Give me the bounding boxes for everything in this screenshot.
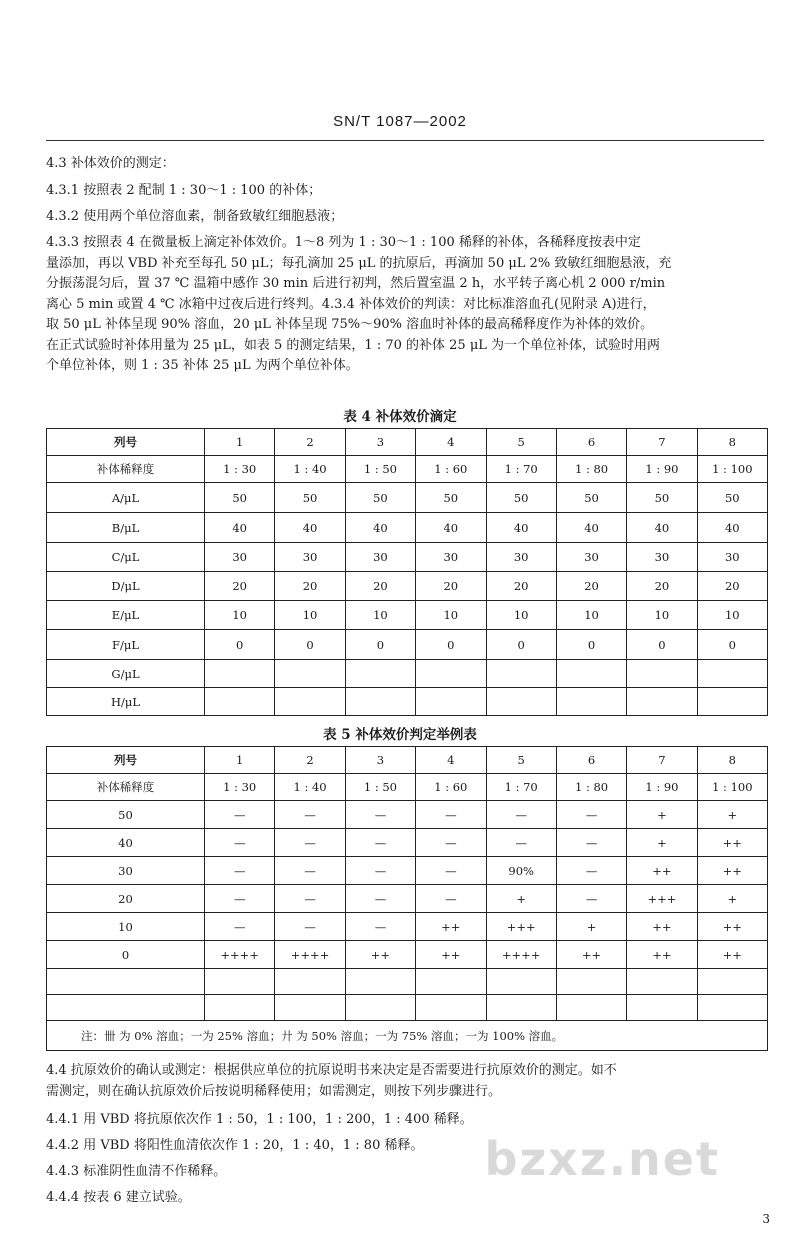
table-cell: — xyxy=(205,885,275,913)
table-cell: + xyxy=(697,801,767,829)
table-cell: 30 xyxy=(416,543,486,572)
row-label: D/μL xyxy=(47,572,205,601)
section-4-3-2: 4.3.2 使用两个单位溶血素，制备致敏红细胞悬液； xyxy=(46,209,344,224)
table-header-row xyxy=(47,429,768,456)
watermark: bzxz.net xyxy=(484,1132,720,1186)
table-cell xyxy=(486,969,556,995)
dilution-row xyxy=(47,456,768,483)
section-4-4-paragraph xyxy=(46,1061,768,1102)
table-cell xyxy=(556,969,626,995)
table-cell xyxy=(345,995,415,1021)
table-cell: — xyxy=(345,829,415,857)
table-row xyxy=(47,660,768,688)
table-row xyxy=(47,857,768,885)
table-header-row xyxy=(47,747,768,774)
table-cell xyxy=(275,995,345,1021)
table-row xyxy=(47,572,768,601)
row-label: G/μL xyxy=(47,660,205,688)
table-row xyxy=(47,630,768,660)
column-header: 4 xyxy=(416,747,486,774)
row-label: 20 xyxy=(47,885,205,913)
table-cell: 40 xyxy=(416,513,486,543)
table-row xyxy=(47,995,768,1021)
table-cell xyxy=(627,995,697,1021)
table-cell xyxy=(205,688,275,716)
table-cell xyxy=(345,660,415,688)
row-label: 30 xyxy=(47,857,205,885)
table-cell: ++ xyxy=(416,941,486,969)
table-cell: 0 xyxy=(627,630,697,660)
row-label: E/μL xyxy=(47,601,205,630)
table-cell xyxy=(486,688,556,716)
column-header: 6 xyxy=(556,429,626,456)
table-cell: — xyxy=(486,829,556,857)
table-cell: 1 : 100 xyxy=(697,774,767,801)
table-cell: 50 xyxy=(486,483,556,513)
table-cell: 90% xyxy=(486,857,556,885)
column-header: 7 xyxy=(627,429,697,456)
table-cell xyxy=(697,995,767,1021)
table-cell: — xyxy=(556,857,626,885)
row-label: H/μL xyxy=(47,688,205,716)
paragraph-line: 取 50 μL 补体呈现 90% 溶血，20 μL 补体呈现 75%～90% 溶血时补体的最高稀释度作为补体的效价。 xyxy=(46,317,654,332)
table-cell: 40 xyxy=(697,513,767,543)
table-cell xyxy=(697,660,767,688)
table-cell: — xyxy=(275,829,345,857)
column-header: 6 xyxy=(556,747,626,774)
table-cell xyxy=(627,688,697,716)
table-cell: 0 xyxy=(205,630,275,660)
column-header: 1 xyxy=(205,747,275,774)
paragraph-line: 4.4 抗原效价的确认或测定：根据供应单位的抗原说明书来决定是否需要进行抗原效价的测定。如不 xyxy=(46,1063,617,1078)
row-label: 10 xyxy=(47,913,205,941)
table-cell: 1 : 90 xyxy=(627,774,697,801)
table-cell: — xyxy=(556,801,626,829)
table-cell: 10 xyxy=(345,601,415,630)
table-cell: 10 xyxy=(697,601,767,630)
table-cell: — xyxy=(205,913,275,941)
row-label: 补体稀释度 xyxy=(47,774,205,801)
table-cell: ++++ xyxy=(205,941,275,969)
row-label: 40 xyxy=(47,829,205,857)
table-cell: — xyxy=(275,885,345,913)
table-cell xyxy=(345,969,415,995)
table-cell: 20 xyxy=(345,572,415,601)
table-cell: — xyxy=(345,801,415,829)
row-label: F/μL xyxy=(47,630,205,660)
section-4-3-title: 4.3 补体效价的测定： xyxy=(46,156,175,171)
table-cell: ++ xyxy=(556,941,626,969)
table-cell: — xyxy=(556,885,626,913)
table-cell: 30 xyxy=(627,543,697,572)
table-cell: ++ xyxy=(697,829,767,857)
row-label: 50 xyxy=(47,801,205,829)
table-cell: + xyxy=(627,801,697,829)
table-cell: 10 xyxy=(486,601,556,630)
table-cell: 20 xyxy=(627,572,697,601)
table-cell: — xyxy=(205,801,275,829)
table-row xyxy=(47,941,768,969)
table-cell xyxy=(275,660,345,688)
table-cell: 40 xyxy=(345,513,415,543)
table-cell: 50 xyxy=(345,483,415,513)
table-cell: 1 : 80 xyxy=(556,456,626,483)
table-cell: 30 xyxy=(697,543,767,572)
table-cell: 40 xyxy=(627,513,697,543)
row-label: C/μL xyxy=(47,543,205,572)
table-cell: 1 : 100 xyxy=(697,456,767,483)
table-cell xyxy=(556,660,626,688)
table-note-row xyxy=(47,1021,768,1051)
table-cell: 50 xyxy=(275,483,345,513)
table-cell: + xyxy=(486,885,556,913)
table-cell: 1 : 50 xyxy=(345,456,415,483)
table-cell: ++++ xyxy=(275,941,345,969)
table-cell: 1 : 30 xyxy=(205,774,275,801)
table-cell: 0 xyxy=(275,630,345,660)
table-cell: 20 xyxy=(556,572,626,601)
table-cell: ++ xyxy=(416,913,486,941)
section-4-4-4: 4.4.4 按表 6 建立试验。 xyxy=(46,1190,191,1205)
table-cell: 30 xyxy=(345,543,415,572)
table-cell xyxy=(416,995,486,1021)
table-cell: — xyxy=(345,857,415,885)
section-4-4-3: 4.4.3 标准阴性血清不作稀释。 xyxy=(46,1164,227,1179)
table-cell: 1 : 70 xyxy=(486,456,556,483)
table-row xyxy=(47,885,768,913)
table-cell: 10 xyxy=(556,601,626,630)
header-rule xyxy=(46,140,764,141)
table-cell: 40 xyxy=(556,513,626,543)
table-cell: 50 xyxy=(556,483,626,513)
table-cell: 1 : 60 xyxy=(416,456,486,483)
table-cell xyxy=(697,688,767,716)
table-cell: — xyxy=(275,801,345,829)
column-header: 4 xyxy=(416,429,486,456)
paragraph-line: 在正式试验时补体用量为 25 μL，如表 5 的测定结果，1 : 70 的补体 25 μL 为一个单位补体，试验时用两 xyxy=(46,337,661,353)
table-row xyxy=(47,601,768,630)
table-cell: 40 xyxy=(486,513,556,543)
table-cell: — xyxy=(275,857,345,885)
table-cell: 20 xyxy=(275,572,345,601)
table-cell xyxy=(345,688,415,716)
column-header: 5 xyxy=(486,747,556,774)
table-cell: + xyxy=(697,885,767,913)
table-cell: ++ xyxy=(697,857,767,885)
paragraph-line: 分振荡混匀后，置 37 ℃ 温箱中感作 30 min 后进行初判，然后置室温 2 h，水平转子离心机 2 000 r/min xyxy=(46,276,666,291)
table-cell xyxy=(275,688,345,716)
column-header: 3 xyxy=(345,429,415,456)
table-row xyxy=(47,483,768,513)
column-header: 8 xyxy=(697,747,767,774)
table-cell: 40 xyxy=(205,513,275,543)
table-row xyxy=(47,688,768,716)
table-cell: 30 xyxy=(556,543,626,572)
table-cell: 50 xyxy=(416,483,486,513)
standard-code-header: SN/T 1087—2002 xyxy=(333,113,467,130)
table-cell: 0 xyxy=(345,630,415,660)
table-cell: 40 xyxy=(275,513,345,543)
table-cell: — xyxy=(416,801,486,829)
column-header: 5 xyxy=(486,429,556,456)
paragraph-line: 4.3.3 按照表 4 在微量板上滴定补体效价。1～8 列为 1 : 30～1 : 100 稀释的补体，各稀释度按表中定 xyxy=(46,235,641,250)
column-header: 1 xyxy=(205,429,275,456)
row-label xyxy=(47,995,205,1021)
table-cell: 1 : 60 xyxy=(416,774,486,801)
table-cell: 1 : 50 xyxy=(345,774,415,801)
table-cell: 20 xyxy=(416,572,486,601)
table-row xyxy=(47,543,768,572)
table-cell: ++ xyxy=(697,941,767,969)
table-cell xyxy=(556,995,626,1021)
table-cell: 30 xyxy=(486,543,556,572)
table-cell xyxy=(205,995,275,1021)
table-cell: 30 xyxy=(275,543,345,572)
column-header: 2 xyxy=(275,429,345,456)
table-cell: 50 xyxy=(627,483,697,513)
table-row xyxy=(47,829,768,857)
table-5-caption: 表 5 补体效价判定举例表 xyxy=(323,727,477,743)
table-cell: — xyxy=(345,913,415,941)
column-header: 8 xyxy=(697,429,767,456)
paragraph-line: 需测定，则在确认抗原效价后按说明稀释使用；如需测定，则按下列步骤进行。 xyxy=(46,1083,502,1099)
table-cell: ++ xyxy=(627,941,697,969)
table-cell: 10 xyxy=(205,601,275,630)
column-header: 7 xyxy=(627,747,697,774)
table-cell: ++ xyxy=(697,913,767,941)
table-cell: 1 : 40 xyxy=(275,456,345,483)
table-cell: 10 xyxy=(275,601,345,630)
table-cell: +++ xyxy=(627,885,697,913)
row-label: 补体稀释度 xyxy=(47,456,205,483)
paragraph-line: 个单位补体，则 1 : 35 补体 25 μL 为两个单位补体。 xyxy=(46,358,359,373)
table-cell: + xyxy=(556,913,626,941)
table-cell xyxy=(205,660,275,688)
table-cell: — xyxy=(345,885,415,913)
table-cell xyxy=(627,660,697,688)
table-cell: 10 xyxy=(416,601,486,630)
table-cell: — xyxy=(556,829,626,857)
table-cell xyxy=(416,969,486,995)
table-row xyxy=(47,801,768,829)
table-cell xyxy=(556,688,626,716)
paragraph-line: 离心 5 min 或置 4 ℃ 冰箱中过夜后进行终判。4.3.4 补体效价的判读：对比标准溶血孔(见附录 A)进行， xyxy=(46,296,656,312)
table-cell xyxy=(275,969,345,995)
table-cell xyxy=(416,660,486,688)
table-row xyxy=(47,513,768,543)
table-cell: 0 xyxy=(416,630,486,660)
table-cell: + xyxy=(627,829,697,857)
column-header-label: 列号 xyxy=(47,429,205,456)
table-cell xyxy=(697,969,767,995)
table-cell: — xyxy=(205,857,275,885)
table-4 xyxy=(46,428,768,716)
table-cell: — xyxy=(205,829,275,857)
table-cell: 20 xyxy=(486,572,556,601)
table-row xyxy=(47,913,768,941)
section-4-3-3-paragraph xyxy=(46,233,768,377)
table-5 xyxy=(46,746,768,1051)
table-cell: 20 xyxy=(205,572,275,601)
row-label: A/μL xyxy=(47,483,205,513)
table-cell: ++ xyxy=(627,913,697,941)
table-row xyxy=(47,969,768,995)
table-cell: 1 : 80 xyxy=(556,774,626,801)
table-cell: 10 xyxy=(627,601,697,630)
row-label: B/μL xyxy=(47,513,205,543)
table-cell: — xyxy=(416,829,486,857)
table-cell: 1 : 90 xyxy=(627,456,697,483)
section-4-4-2: 4.4.2 用 VBD 将阳性血清依次作 1 : 20，1 : 40，1 : 80 稀释。 xyxy=(46,1138,424,1153)
table-cell: 50 xyxy=(697,483,767,513)
table-cell xyxy=(205,969,275,995)
table-cell xyxy=(627,969,697,995)
table-cell: 30 xyxy=(205,543,275,572)
table-4-caption: 表 4 补体效价滴定 xyxy=(343,409,457,425)
table-note: 注：卌 为 0% 溶血；一为 25% 溶血；廾 为 50% 溶血；一为 75% 溶血；一为 100% 溶血。 xyxy=(47,1021,768,1051)
table-cell xyxy=(486,660,556,688)
column-header: 3 xyxy=(345,747,415,774)
paragraph-line: 量添加，再以 VBD 补充至每孔 50 μL；每孔滴加 25 μL 的抗原后，再滴加 50 μL 2% 致敏红细胞悬液，充 xyxy=(46,255,672,271)
table-cell: — xyxy=(486,801,556,829)
section-4-3-1: 4.3.1 按照表 2 配制 1 : 30～1 : 100 的补体； xyxy=(46,183,322,198)
table-cell: 0 xyxy=(486,630,556,660)
table-cell: 0 xyxy=(697,630,767,660)
row-label xyxy=(47,969,205,995)
section-4-4-1: 4.4.1 用 VBD 将抗原依次作 1 : 50，1 : 100，1 : 200，1 : 400 稀释。 xyxy=(46,1112,473,1127)
table-cell xyxy=(416,688,486,716)
table-cell: 20 xyxy=(697,572,767,601)
table-cell: — xyxy=(416,857,486,885)
table-cell xyxy=(486,995,556,1021)
table-cell: ++++ xyxy=(486,941,556,969)
page-number: 3 xyxy=(762,1212,770,1226)
table-cell: 50 xyxy=(205,483,275,513)
table-cell: 0 xyxy=(556,630,626,660)
table-cell: 1 : 70 xyxy=(486,774,556,801)
table-cell: — xyxy=(416,885,486,913)
table-cell: ++ xyxy=(627,857,697,885)
row-label: 0 xyxy=(47,941,205,969)
table-cell: 1 : 30 xyxy=(205,456,275,483)
table-cell: +++ xyxy=(486,913,556,941)
table-cell: ++ xyxy=(345,941,415,969)
dilution-row xyxy=(47,774,768,801)
table-cell: 1 : 40 xyxy=(275,774,345,801)
table-cell: — xyxy=(275,913,345,941)
column-header: 2 xyxy=(275,747,345,774)
column-header-label: 列号 xyxy=(47,747,205,774)
